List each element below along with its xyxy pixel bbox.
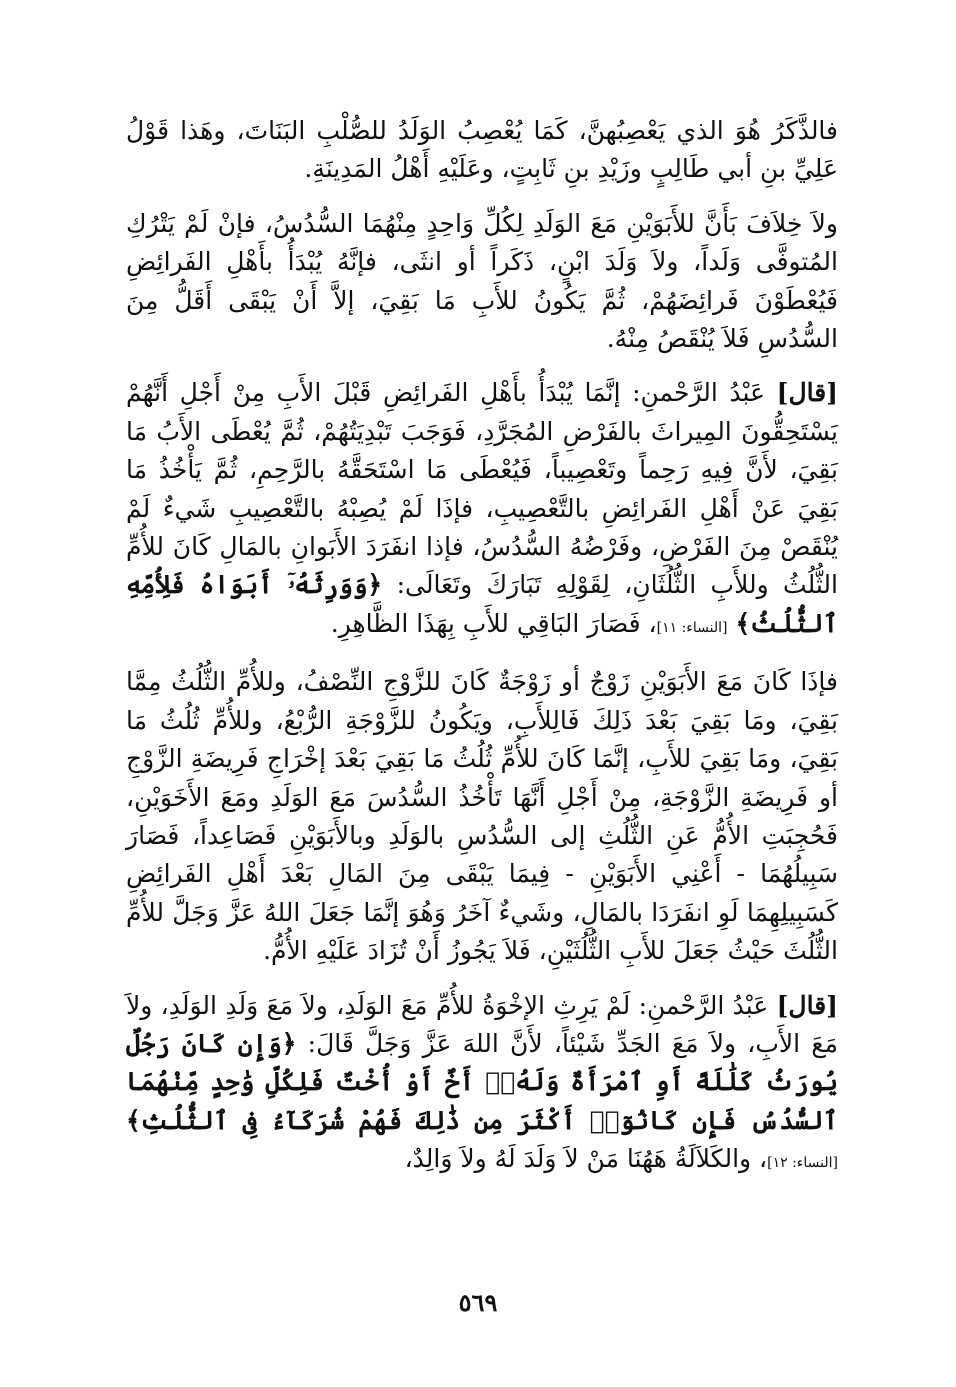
verse-citation: [النساء: ١٢] (767, 1155, 838, 1172)
paragraph-2 (126, 205, 838, 359)
page-number: ٥٦٩ (458, 1288, 498, 1317)
paragraph-5-tail: ، والكَلاَلَةُ هَهُنَا مَنْ لاَ وَلَدَ لَهُ ولاَ وَالِدٌ، (404, 1144, 768, 1174)
page-body (126, 112, 838, 1183)
verse-citation: [النساء: ١١] (656, 619, 728, 636)
paragraph-4 (126, 663, 838, 970)
quran-verse: ﴿وَإِن كَانَ رَجُلٌ يُورَثُ كَلَٰلَةً أَوِ ٱمْرَأَةٌ وَلَهُۥٓ أَخٌ أَوْ أُخْتٌ فَلِكُلِّ وَٰحِدٍ مِّنْهُمَا ٱلسُّدُسُ فَإِن كَانُوٓا۟ أَكْثَرَ مِن ذَٰلِكَ فَهُمْ شُرَكَآءُ فِى ٱلثُّلُثِ﴾ (126, 1028, 838, 1135)
paragraph-5-text: عَبْدُ الرَّحْمنِ: لَمْ يَرِثِ الإخْوَةُ للأُمِّ مَعَ الوَلَدِ، ولاَ مَعَ وَلَدِ الوَلَدِ، ولاَ مَعَ الأَبِ، ولاَ مَعَ الجَدِّ شَيْئاً، لأَنَّ اللهَ عَزَّ وَجَلَّ قَالَ: (126, 990, 838, 1058)
paragraph-2-text: ولاَ خِلاَفَ بَأَنَّ للأَبَوَيْنِ مَعَ الوَلَدِ لِكُلِّ وَاحِدٍ مِنْهُمَا السُّدُسُ، فإنْ لَمْ يَتْرُكِ المُتوفَّى وَلَداً، ولاَ وَلَدَ ابْنٍ، ذَكَراً أو انثَى، فإنَّهُ يُبْدَأُ بأَهْلِ الفَرائِضِ فَيُعْطَوْنَ فَرائِضَهُمْ، ثُمَّ يَكُونُ للأَبِ مَا بَقِيَ، إلاَّ أَنْ يَبْقَى أَقَلُّ مِنَ السُّدُسِ فَلاَ يُنْقَصُ مِنْهُ. (126, 208, 838, 354)
paragraph-3-text: عَبْدُ الرَّحْمنِ: إنَّمَا يُبْدَأُ بأَهْلِ الفَرائِضِ قَبْلَ الأَبِ مِنْ أَجْلِ أَنَّهُمْ يَسْتَحِقُّونَ المِيراثَ بالفَرْضِ المُجَرَّدِ، فَوَجَبَ تَبْدِيَتُهُمْ، ثُمَّ يُعْطَى الأَبُ مَا بَقِيَ، لأَنَّ فِيهِ رَحِماً وتَعْصِيباً، فَيُعْطَى مَا اسْتَحَقَّهُ بالرَّحِمِ، ثُمَّ يَأْخُذُ مَا بَقِيَ عَنْ أَهْلِ الفَرائِضِ بالتَّعْصِيبِ، فإذَا لَمْ يُصِبْهُ بالتَّعْصِيبِ شَيءٌ لَمْ يُنْقَصْ مِنَ الفَرْضِ، وفَرْضُهُ السُّدُسُ، فإذا انفَرَدَ الأَبَوانِ بالمَالِ كَانَ للأُمِّ الثُّلُثُ وللأَبِ الثُّلُثَانِ، لِقَوْلِهِ تَبَارَكَ وتَعَالَى: (126, 378, 838, 600)
qal-marker: [قال] (776, 378, 839, 408)
qal-marker: [قال] (776, 990, 838, 1020)
paragraph-1 (126, 112, 838, 189)
quran-verse: ﴿وَوَرِثَهُۥٓ أَبَوَاهُ فَلِأُمِّهِ ٱلثُّلُثُ﴾ (126, 570, 838, 638)
paragraph-3 (126, 374, 838, 647)
paragraph-5 (126, 987, 838, 1183)
paragraph-4-text: فإذَا كَانَ مَعَ الأَبَوَيْنِ زَوْجٌ أو زَوْجَةٌ كَانَ للزَّوْجِ النِّصْفُ، وللأُمِّ الثُّلُثُ مِمَّا بَقِيَ، ومَا بَقِيَ بَعْدَ ذَلِكَ فَالِلأَبِ، ويَكُونُ للزَّوْجَةِ الرُّبْعُ، وللأُمِّ ثُلُثُ مَا بَقِيَ، ومَا بَقِيَ للأَبِ، إنَّمَا كَانَ للأُمِّ ثُلُثُ مَا بَقِيَ بَعْدَ إخْرَاجِ فَرِيضَةِ الزَّوْجِ أو فَرِيضَةِ الزَّوْجَةِ، مِنْ أَجْلِ أَنَّهَا تَأْخُذُ السُّدُسَ مَعَ الوَلَدِ ومَعَ الأَخَوَيْنِ، فَحُجِبَتِ الأُمُّ عَنِ الثُّلُثِ إلى السُّدُسِ بالوَلَدِ وبالأَبَوَيْنِ فَصَاعِداً، فَصَارَ سَبِيلُهُمَا - أَعْنِي الأَبَوَيْنِ - فِيمَا يَبْقَى مِنَ المَالِ بَعْدَ أَهْلِ الفَرائِضِ كَسَبِيلِهِمَا لَوِ انفَرَدَا بالمَالِ، وشَيءٌ آخَرُ وَهُوَ إنَّمَا جَعَلَ اللهُ عَزَّ وَجَلَّ للأُمِّ الثُّلُثَ حَيْثُ جَعَلَ للأَبِ الثُّلُثَيْنِ، فَلاَ يَجُوزُ أَنْ تُزَادَ عَلَيْهِ الأُمُّ. (126, 667, 838, 966)
paragraph-3-tail: ، فَصَارَ البَاقِي للأَبِ بِهَذَا الظَّاهِرِ. (330, 608, 657, 638)
paragraph-1-text: فالذَّكَرُ هُوَ الذي يَعْصِبُهنَّ، كَمَا يُعْصِبُ الوَلَدُ للصُّلْبِ البَنَاتَ، وهَذا قَوْلُ عَلِيِّ بنِ أبي طَالِبٍ وزَيْدِ بنِ ثَابِتٍ، وعَلَيْهِ أَهْلُ المَدِينَةِ. (126, 116, 838, 184)
